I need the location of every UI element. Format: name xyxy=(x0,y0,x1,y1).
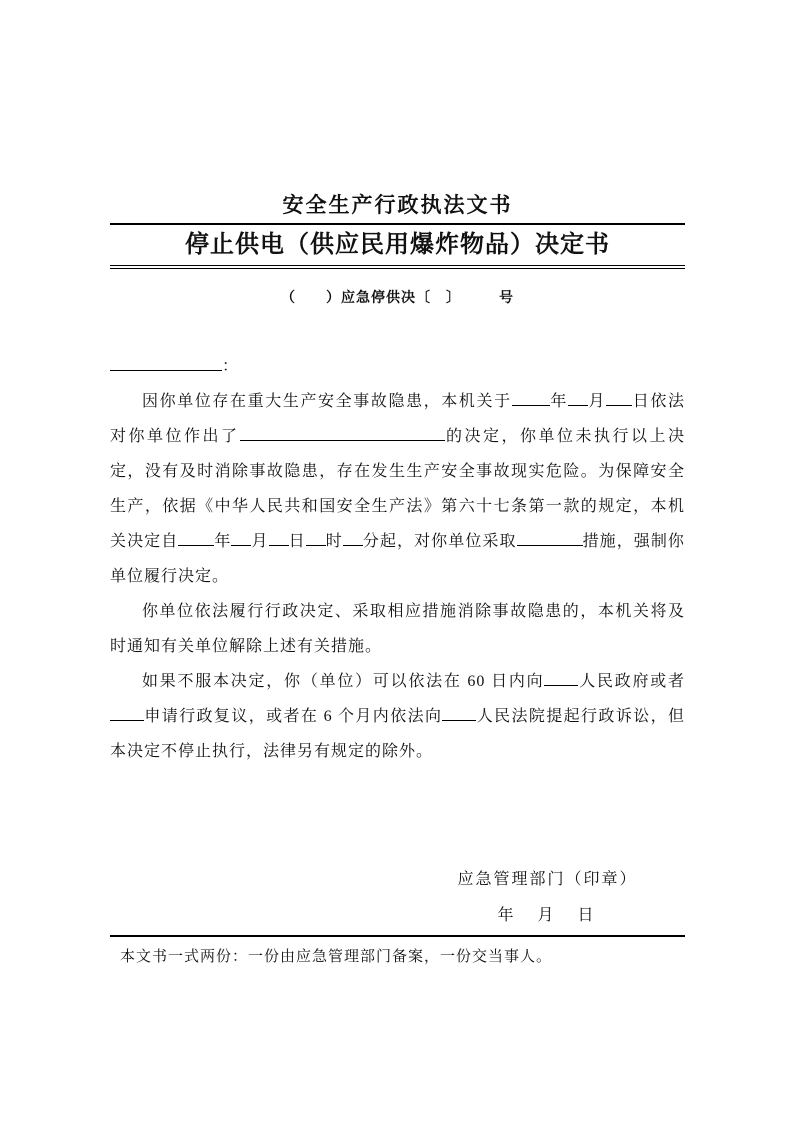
fill-in-blank xyxy=(517,531,583,546)
fill-in-blank xyxy=(343,531,363,546)
fill-in-blank xyxy=(306,531,326,546)
fill-in-blank xyxy=(544,671,578,686)
main-title: 安全生产行政执法文书 xyxy=(282,193,513,217)
fill-in-blank xyxy=(269,531,289,546)
fill-in-blank xyxy=(110,706,144,721)
paragraph-1: 因你单位存在重大生产安全事故隐患，本机关于 年 月 日依法对你单位作出了 的决定，你单位未执行以上决定，没有及时消除事故隐患，存在发生生产安全事故现实危险。为保障安全生产，依据《中华人民共和国安全生产法》第六十七条第一款的规定，本机关决定自 年 月 日 时 分起，对你单位采取 措施，强制你单位履行决定。 xyxy=(110,393,685,585)
signature-agency: 应急管理部门（印章） xyxy=(457,871,638,888)
fill-in-blank xyxy=(512,391,550,406)
footer-note: 本文书一式两份：一份由应急管理部门备案，一份交当事人。 xyxy=(120,949,553,965)
subtitle-double-underline xyxy=(110,265,685,269)
fill-in-blank xyxy=(231,531,251,546)
document-header xyxy=(110,190,685,307)
signature-date: 年 月 日 xyxy=(497,907,598,924)
fill-in-blank xyxy=(240,426,445,441)
subtitle: 停止供电（供应民用爆炸物品）决定书 xyxy=(185,232,610,258)
addressee-line: ： xyxy=(110,349,685,384)
paragraph-3: 如果不服本决定，你（单位）可以依法在 60 日内向 人民政府或者申请行政复议，或者在 6 个月内依法向 人民法院提起行政诉讼，但本决定不停止执行，法律另有规定的除外。 xyxy=(110,673,685,760)
fill-in-blank xyxy=(442,706,476,721)
doc-number: （ ）应急停供决〔 〕 号 xyxy=(281,291,514,306)
fill-in-blank xyxy=(110,356,222,371)
fill-in-blank xyxy=(568,391,588,406)
footer-divider xyxy=(110,935,685,937)
title-underline xyxy=(110,223,685,225)
fill-in-blank xyxy=(178,531,214,546)
signature-block xyxy=(430,869,665,927)
fill-in-blank xyxy=(606,391,632,406)
paragraph-2: 你单位依法履行行政决定、采取相应措施消除事故隐患的，本机关将及时通知有关单位解除上述有关措施。 xyxy=(110,603,685,655)
document-body xyxy=(110,349,685,769)
